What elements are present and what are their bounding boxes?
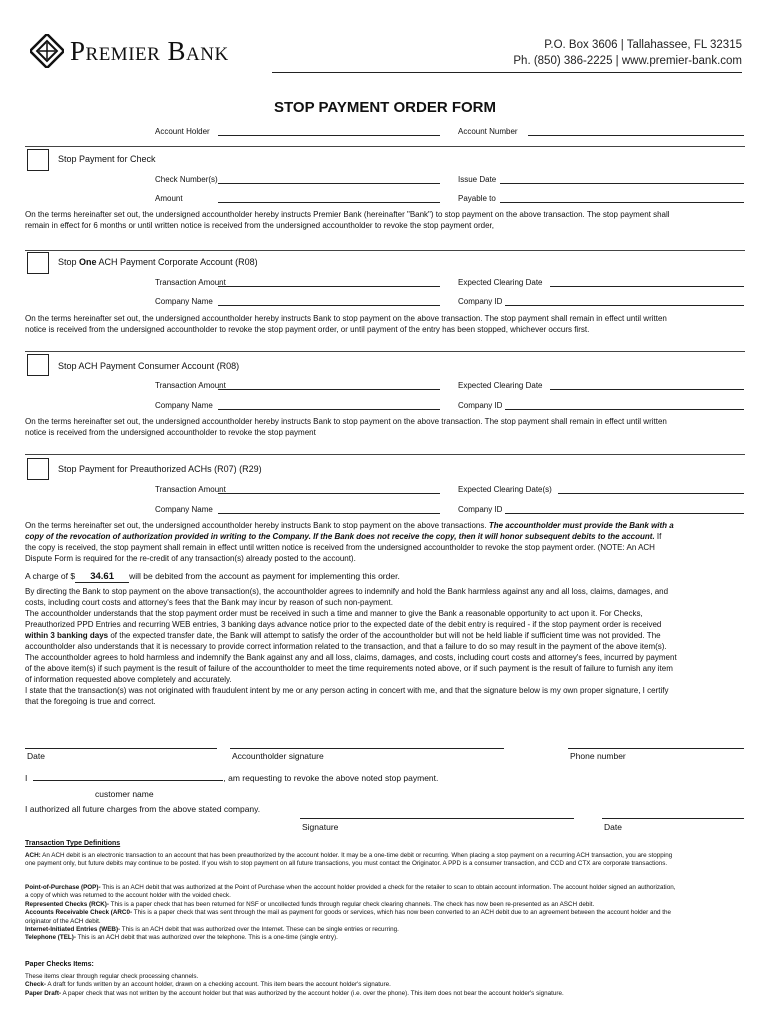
- field-label: Company Name: [155, 401, 213, 410]
- field-label: Company ID: [458, 505, 503, 514]
- section-divider: [25, 351, 745, 352]
- field-label: Issue Date: [458, 175, 497, 184]
- stop-ach-corporate-checkbox[interactable]: [27, 252, 49, 274]
- charge-amount: 34.61: [75, 571, 129, 583]
- company-name-field[interactable]: [218, 409, 440, 410]
- revoke-line: I , am requesting to revoke the above noted stop payment.: [25, 773, 439, 783]
- field-label: Check Number(s): [155, 175, 218, 184]
- field-label: Expected Clearing Date: [458, 381, 543, 390]
- form-title: STOP PAYMENT ORDER FORM: [274, 99, 496, 116]
- issue-date-field[interactable]: [500, 183, 744, 184]
- field-label: Transaction Amount: [155, 278, 226, 287]
- charge-line: A charge of $ 34.61 will be debited from the account as payment for implementing this order.: [25, 571, 400, 582]
- terms-text: On the terms hereinafter set out, the undersigned accountholder hereby instructs Bank to stop payment on the above transactions. The accountholder must provide the Bank with a copy of the revocation of authorization provided in writing to the Company. If the Bank does not receive the copy, then it will honor subsequent debits to the account. If the copy is received, the stop payment shall remain in effect until written notice is received from the undersigned accountholder to revoke the stop payment order. (NOTE: An ACH Dispute Form is required for the re-credit of any transaction(s) already posted to the account).: [25, 521, 674, 563]
- diamond-logo-icon: [30, 34, 64, 68]
- check-numbers-field[interactable]: [218, 183, 440, 184]
- bank-name: Premier Bank: [70, 35, 229, 66]
- account-number-field[interactable]: [528, 135, 744, 136]
- section-divider: [25, 454, 745, 455]
- date-label: Date: [27, 751, 45, 761]
- field-label: Payable to: [458, 194, 496, 203]
- amount-field[interactable]: [218, 202, 440, 203]
- transaction-amount-field[interactable]: [218, 286, 440, 287]
- bank-logo: [30, 34, 229, 68]
- terms-text: On the terms hereinafter set out, the undersigned accountholder hereby instructs Bank to stop payment on the above transaction. The stop payment shall remain in effect until written notice is received from the undersigned accountholder to revoke the stop payment: [25, 417, 667, 437]
- bank-address: P.O. Box 3606 | Tallahassee, FL 32315: [544, 39, 742, 51]
- field-label: Expected Clearing Date: [458, 278, 543, 287]
- expected-clearing-date-field[interactable]: [550, 389, 744, 390]
- stop-ach-consumer-checkbox[interactable]: [27, 354, 49, 376]
- header-rule: [272, 72, 742, 73]
- section-divider: [25, 146, 745, 147]
- date2-label: Date: [604, 822, 622, 832]
- company-id-field[interactable]: [505, 305, 744, 306]
- stop-check-checkbox[interactable]: [27, 149, 49, 171]
- transaction-amount-field[interactable]: [218, 493, 440, 494]
- authorize-text: I authorized all future charges from the above stated company.: [25, 804, 261, 814]
- section-heading: Stop Payment for Check: [58, 154, 156, 164]
- phone-number-field[interactable]: [568, 748, 744, 749]
- field-label: Transaction Amount: [155, 381, 226, 390]
- paper-checks-definitions: These items clear through regular check processing channels. Check- A draft for funds written by an account holder, drawn on a checking account. This item bears the account holder's signature. Paper Draft- A paper check that was not written by the account holder but that was authorized by the account holder (i.e. over the phone). This item does not bear the account holder's signature.: [25, 973, 564, 997]
- customer-name-label: customer name: [95, 789, 154, 799]
- definitions-heading: Transaction Type Definitions: [25, 840, 121, 847]
- paper-checks-heading: Paper Checks Items:: [25, 961, 94, 968]
- terms-text: On the terms hereinafter set out, the undersigned accountholder hereby instructs Bank to stop payment on the above transaction. The stop payment shall remain in effect until written notice is received from the undersigned accountholder to revoke the stop payment order, or until payment of the entry has been stopped, whichever occurs first.: [25, 314, 667, 334]
- company-name-field[interactable]: [218, 513, 440, 514]
- field-label: Company ID: [458, 401, 503, 410]
- customer-name-field[interactable]: [33, 773, 223, 781]
- transaction-amount-field[interactable]: [218, 389, 440, 390]
- company-name-field[interactable]: [218, 305, 440, 306]
- company-id-field[interactable]: [505, 513, 744, 514]
- field-label: Transaction Amount: [155, 485, 226, 494]
- date2-field[interactable]: [602, 818, 744, 819]
- section-heading: Stop One ACH Payment Corporate Account (R08): [58, 257, 258, 267]
- pop-definition: Point-of-Purchase (POP)- This is an ACH debit that was authorized at the Point of Purchase when the account holder provided a check for the retailer to scan to obtain account information. The account holder signed an authorization, a copy of which was returned to the account holder with the voided check. Represented Checks (RCK)- This is a paper check that has been returned for NSF or uncollected funds through regular check clearing channels. The check has now been re-presented as an ASCH debit. Accounts Receivable Check (ARC0- This is a paper check that was sent through the mail as payment for goods or services, which has now been converted to an ACH debit due to an agreement between the account holder and the originator of the ACH debit. Internet-Initiated Entries (WEB)- This is an ACH debit that was authorized over the Internet. These can be single entries or recurring. Telephone (TEL)- This is an ACH debit that was authorized over the telephone. This is a one-time (single entry).: [25, 884, 676, 942]
- section-divider: [25, 250, 745, 251]
- account-holder-field[interactable]: [218, 135, 440, 136]
- bank-phone: Ph. (850) 386-2225 | www.premier-bank.com: [513, 55, 742, 67]
- terms-text: On the terms hereinafter set out, the undersigned accountholder hereby instructs Premier Bank (hereinafter "Bank") to stop payment on the above transaction. The stop payment shall remain in effect for 6 months or until written notice is received from the undersigned accountholder to revoke the stop payment order,: [25, 210, 670, 230]
- company-id-field[interactable]: [505, 409, 744, 410]
- expected-clearing-dates-field[interactable]: [558, 493, 744, 494]
- field-label: Company ID: [458, 297, 503, 306]
- field-label: Company Name: [155, 297, 213, 306]
- phone-label: Phone number: [570, 751, 626, 761]
- payable-to-field[interactable]: [500, 202, 744, 203]
- section-heading: Stop Payment for Preauthorized ACHs (R07) (R29): [58, 464, 262, 474]
- account-holder-label: Account Holder: [155, 127, 210, 136]
- expected-clearing-date-field[interactable]: [550, 286, 744, 287]
- indemnify-text: By directing the Bank to stop payment on the above transaction(s), the accountholder agrees to indemnify and hold the Bank harmless against any and all loss, claims, damages, and costs, including court costs and attorney's fees that the Bank may incur by reason of such non-payment. The accountholder understands that the stop payment order must be received in such a time and manner to give the Bank a reasonable opportunity to act upon it. For Checks, Preauthorized PPD Entries and recurring WEB entries, 3 banking days advance notice prior to the expected date of the debit entry is required - if the stop payment order is received within 3 banking days of the expected transfer date, the Bank will attempt to satisfy the order of the accountholder but will not be held liable if sufficient time was not provided. The accountholder also understands that it is necessary to provide correct information related to the transaction, and that a failure to do so may result in the payment of the above item(s). The accountholder agrees to hold harmless and indemnify the Bank against any and all loss, claims, damages, and costs, including court costs and attorney's fees, incurred by payment of the above item(s) if such payment is the result of failure of the accountholder to meet the time requirements noted above, or if such payment is the result of failure to furnish any item of information requested above completely and accurately. I state that the transaction(s) was not originated with fraudulent intent by me or any person acting in concert with me, and that the signature below is my own proper signature, I certify that the foregoing is true and correct.: [25, 587, 677, 706]
- account-number-label: Account Number: [458, 127, 518, 136]
- field-label: Company Name: [155, 505, 213, 514]
- ach-definition: ACH: An ACH debit is an electronic transaction to an account that has been preauthorized by the account holder. It may be a one-time debit or recurring. When placing a stop payment on a recurring ACH transaction, you are stopping one payment only, but future debits may continue to be posted. If you wish to stop payment on all future transactions, you must contact the Originator. A PPD is a consumer transaction, and CCD and CTX are corporate transactions.: [25, 852, 673, 868]
- accountholder-signature-field[interactable]: [230, 748, 504, 749]
- section-heading: Stop ACH Payment Consumer Account (R08): [58, 361, 240, 371]
- date-field[interactable]: [25, 748, 217, 749]
- field-label: Expected Clearing Date(s): [458, 485, 552, 494]
- signature-label: Signature: [302, 822, 339, 832]
- stop-preauthorized-checkbox[interactable]: [27, 458, 49, 480]
- field-label: Amount: [155, 194, 183, 203]
- signature-label: Accountholder signature: [232, 751, 324, 761]
- signature-field[interactable]: [300, 818, 574, 819]
